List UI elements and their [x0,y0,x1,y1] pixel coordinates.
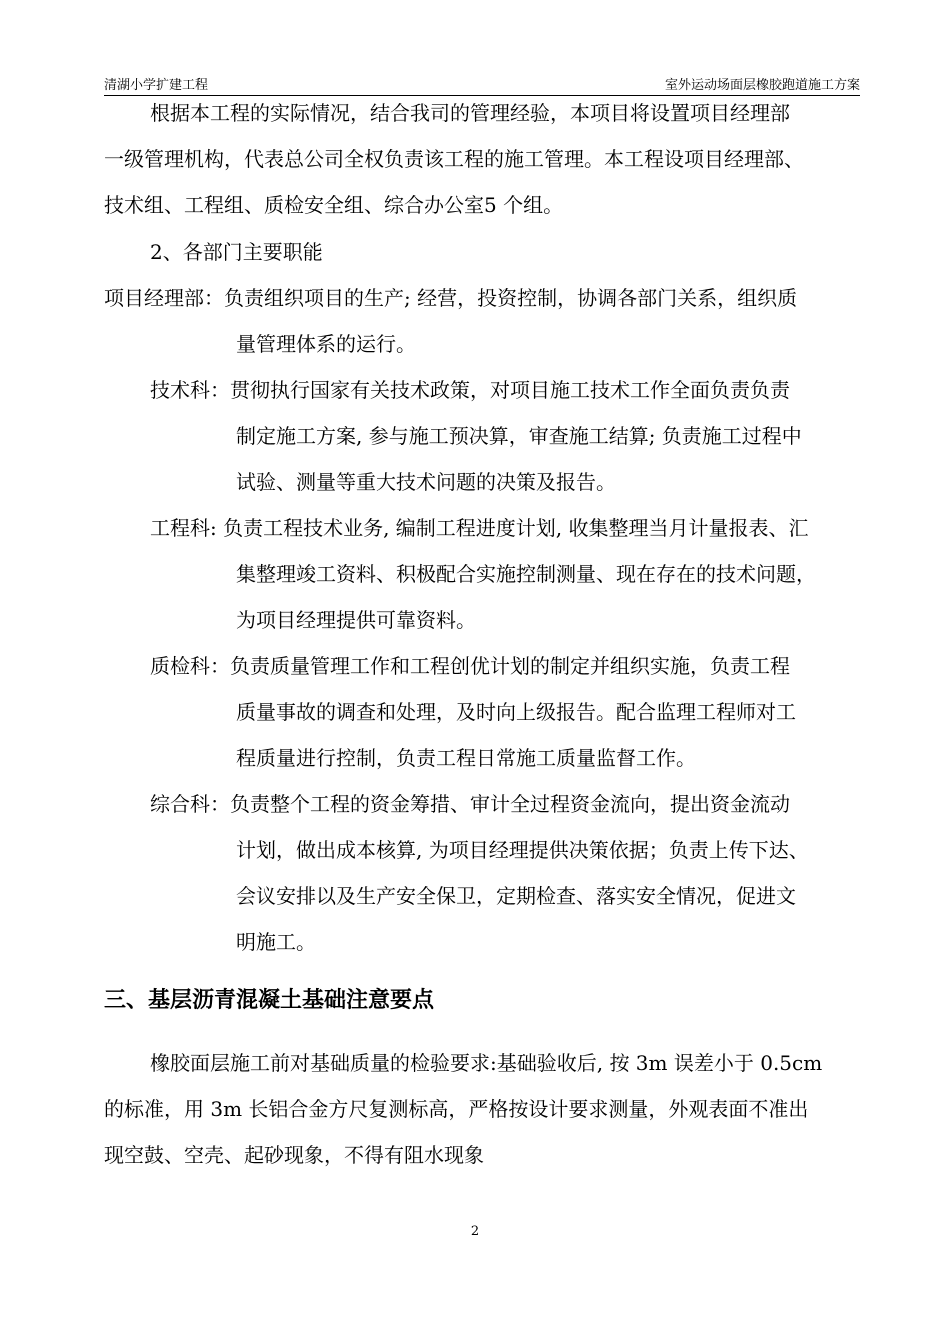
body-line: 量管理体系的运行。 [236,332,416,356]
subsection-title: 2、各部门主要职能 [150,240,323,264]
body-line: 质检科：负责质量管理工作和工程创优计划的制定并组织实施，负责工程 [150,654,790,678]
body-line: 项目经理部：负责组织项目的生产; 经营，投资控制，协调各部门关系，组织质 [104,286,798,310]
body-line: 技术组、工程组、质检安全组、综合办公室5 个组。 [104,193,564,217]
body-line: 试验、测量等重大技术问题的决策及报告。 [236,470,616,494]
body-line: 的标准，用 3m 长铝合金方尺复测标高，严格按设计要求测量，外观表面不准出 [104,1097,809,1121]
body-line: 计划，做出成本核算, 为项目经理提供决策依据；负责上传下达、 [236,838,809,862]
body-line: 质量事故的调查和处理，及时向上级报告。配合监理工程师对工 [236,700,796,724]
page-header [104,77,860,96]
body-line: 为项目经理提供可靠资料。 [236,608,476,632]
body-line: 会议安排以及生产安全保卫，定期检查、落实安全情况，促进文 [236,884,796,908]
body-line: 技术科：贯彻执行国家有关技术政策，对项目施工技术工作全面负责负责 [150,378,790,402]
body-line: 工程科: 负责工程技术业务, 编制工程进度计划, 收集整理当月计量报表、汇 [150,516,809,540]
body-line: 现空鼓、空壳、起砂现象，不得有阻水现象 [104,1143,484,1167]
body-line: 集整理竣工资料、积极配合实施控制测量、现在存在的技术问题， [236,562,816,586]
section-heading: 三、基层沥青混凝土基础注意要点 [104,987,435,1013]
body-line: 根据本工程的实际情况，结合我司的管理经验，本项目将设置项目经理部 [150,101,790,125]
header-project-name: 清湖小学扩建工程 [104,78,209,93]
header-document-title: 室外运动场面层橡胶跑道施工方案 [664,78,860,93]
page-number: 2 [470,1224,480,1239]
body-line: 明施工。 [236,930,316,954]
body-line: 制定施工方案, 参与施工预决算，审查施工结算; 负责施工过程中 [236,424,802,448]
body-line: 橡胶面层施工前对基础质量的检验要求:基础验收后, 按 3m 误差小于 0.5cm [150,1051,823,1075]
body-line: 综合科：负责整个工程的资金筹措、审计全过程资金流向，提出资金流动 [150,792,790,816]
body-line: 一级管理机构，代表总公司全权负责该工程的施工管理。本工程设项目经理部、 [104,147,804,171]
body-line: 程质量进行控制，负责工程日常施工质量监督工作。 [236,746,696,770]
